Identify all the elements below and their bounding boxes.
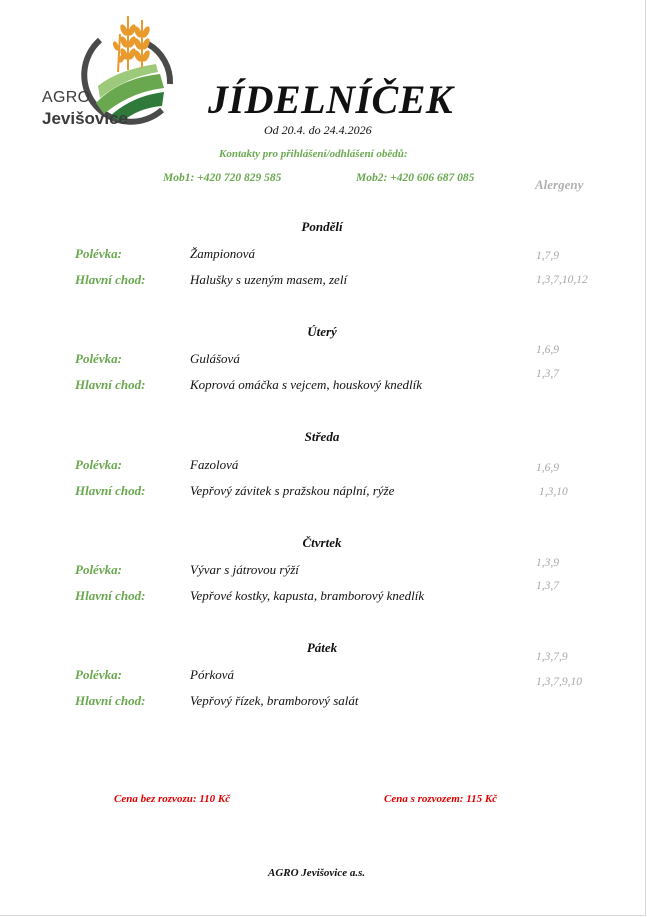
main-dish-thursday: Vepřové kostky, kapusta, bramborový knedlík <box>190 588 425 603</box>
main-dish-tuesday: Koprová omáčka s vejcem, houskový knedlík <box>190 377 422 392</box>
soup-dish-thursday: Vývar s játrovou rýží <box>190 562 299 577</box>
day-heading-friday: Pátek <box>306 640 338 655</box>
day-heading-thursday: Čtvrtek <box>302 535 342 550</box>
soup-label: Polévka: <box>75 562 122 577</box>
main-dish-wednesday: Vepřový závitek s pražskou náplní, rýže <box>190 483 395 498</box>
main-allergens-monday: 1,3,7,10,12 <box>536 274 588 286</box>
main-dish-monday: Halušky s uzeným masem, zelí <box>190 272 348 287</box>
main-label: Hlavní chod: <box>75 693 146 708</box>
page-title: JÍDELNÍČEK <box>208 77 454 122</box>
date-range: Od 20.4. do 24.4.2026 <box>264 123 372 137</box>
soup-dish-tuesday: Gulášová <box>190 351 240 366</box>
main-allergens-wednesday: 1,3,10 <box>539 486 568 498</box>
main-label: Hlavní chod: <box>75 377 146 392</box>
main-dish-friday: Vepřový řízek, bramborový salát <box>190 693 359 708</box>
soup-label: Polévka: <box>75 667 122 682</box>
soup-allergens-thursday: 1,3,9 <box>536 557 559 569</box>
soup-dish-wednesday: Fazolová <box>190 457 239 472</box>
contacts-label: Kontakty pro přihlášení/odhlášení obědů: <box>219 148 408 160</box>
soup-label: Polévka: <box>75 457 122 472</box>
day-heading-tuesday: Úterý <box>307 324 337 339</box>
soup-allergens-wednesday: 1,6,9 <box>536 462 559 474</box>
price-without-delivery: Cena bez rozvozu: 110 Kč <box>114 793 231 805</box>
day-heading-wednesday: Středa <box>304 429 340 444</box>
soup-allergens-monday: 1,7,9 <box>536 250 559 262</box>
main-label: Hlavní chod: <box>75 588 146 603</box>
soup-dish-monday: Žampionová <box>190 246 255 261</box>
main-label: Hlavní chod: <box>75 272 146 287</box>
phone-mob1: Mob1: +420 720 829 585 <box>163 172 282 184</box>
footer-company: AGRO Jevišovice a.s. <box>268 867 366 879</box>
soup-label: Polévka: <box>75 351 122 366</box>
price-with-delivery: Cena s rozvozem: 115 Kč <box>384 793 498 805</box>
logo-text-jevisovice: Jevišovice <box>42 109 129 128</box>
logo-text-agro: AGRO <box>42 89 91 106</box>
phone-mob2: Mob2: +420 606 687 085 <box>356 172 475 184</box>
allergens-heading: Alergeny <box>535 177 584 192</box>
main-allergens-thursday: 1,3,7 <box>536 580 559 592</box>
soup-dish-friday: Pórková <box>190 667 235 682</box>
soup-allergens-friday: 1,3,7,9 <box>536 651 568 663</box>
main-label: Hlavní chod: <box>75 483 146 498</box>
soup-label: Polévka: <box>75 246 122 261</box>
main-allergens-friday: 1,3,7,9,10 <box>536 676 582 688</box>
main-allergens-tuesday: 1,3,7 <box>536 368 559 380</box>
soup-allergens-tuesday: 1,6,9 <box>536 344 559 356</box>
day-heading-monday: Pondělí <box>301 219 343 234</box>
